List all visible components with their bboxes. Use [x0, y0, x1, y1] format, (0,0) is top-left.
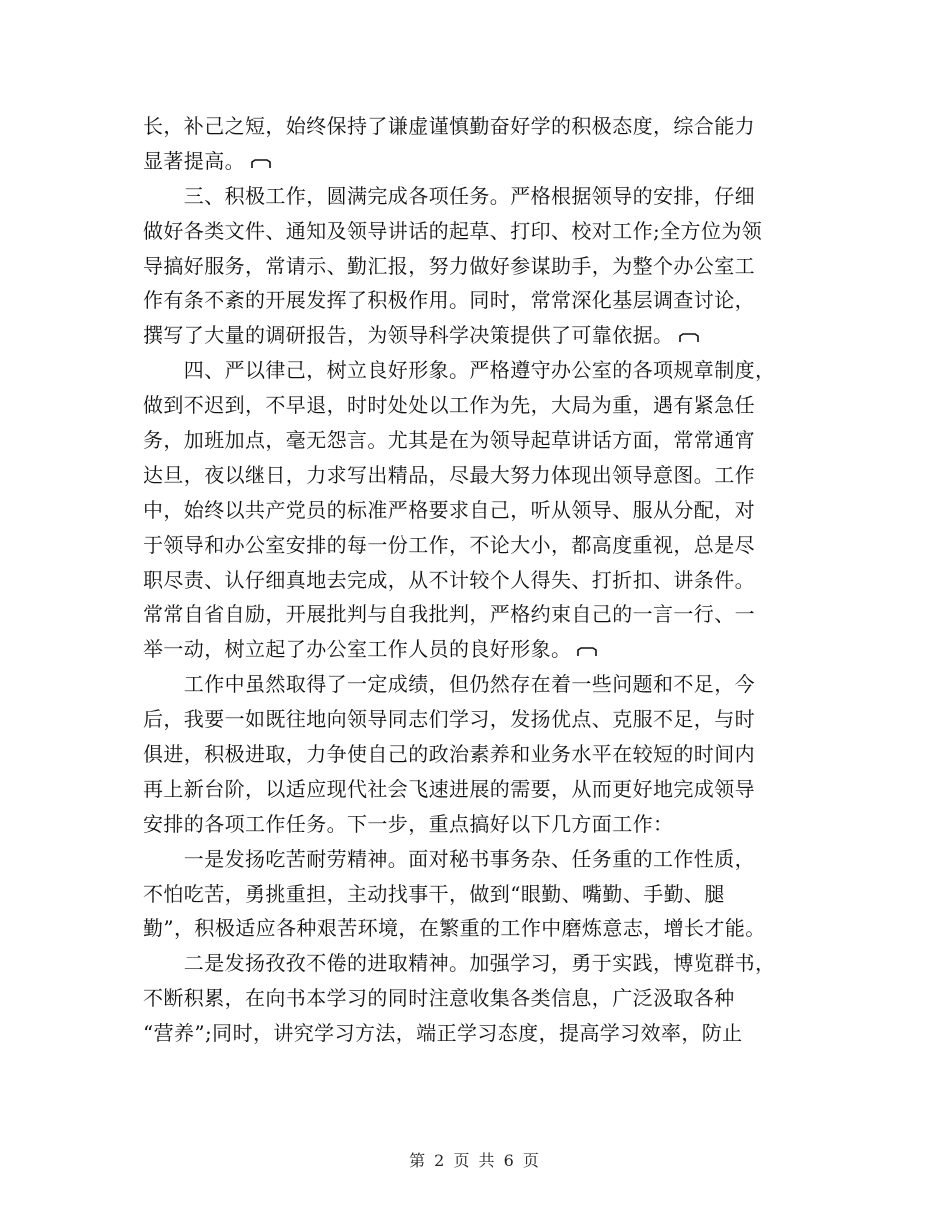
text-line: [143, 423, 815, 458]
line-text: “营养”;同时，讲究学习方法，端正学习态度，提高学习效率，防止: [143, 1021, 743, 1046]
line-text: 达旦，夜以继日，力求写出精品，尽最大努力体现出领导意图。工作: [143, 462, 755, 487]
line-text: 常常自省自励，开展批判与自我批判，严格约束自己的一言一行、一: [143, 602, 755, 627]
text-line: [143, 807, 815, 842]
text-line: [143, 318, 815, 353]
text-line: [143, 737, 815, 772]
line-text: 二是发扬孜孜不倦的进取精神。加强学习，勇于实践，博览群书，: [143, 951, 776, 976]
line-text: 职尽责、认仔细真地去完成，从不计较个人得失、打折扣、讲条件。: [143, 567, 755, 592]
line-text: 再上新台阶，以适应现代社会飞速进展的需要，从而更好地完成领导: [143, 776, 755, 801]
line-text: 作有条不紊的开展发挥了积极作用。同时，常常深化基层调查讨论，: [143, 288, 755, 313]
text-line: [143, 1016, 815, 1051]
line-text: 安排的各项工作任务。下一步，重点搞好以下几方面工作：: [143, 811, 674, 836]
line-text: 中，始终以共产党员的标准严格要求自己，听从领导、服从分配，对: [143, 497, 755, 522]
line-text: 做好各类文件、通知及领导讲话的起草、打印、校对工作;全方位为领: [143, 218, 763, 243]
text-line: [143, 283, 815, 318]
text-line: [143, 946, 815, 981]
text-line: [143, 563, 815, 598]
line-text: 俱进，积极进取，力争使自己的政治素养和业务水平在较短的时间内: [143, 742, 755, 767]
line-text: 后，我要一如既往地向领导同志们学习，发扬优点、克服不足，与时: [143, 707, 755, 732]
line-text: 撰写了大量的调研报告，为领导科学决策提供了可靠依据。: [143, 323, 674, 348]
line-text: 四、严以律己，树立良好形象。严格遵守办公室的各项规章制度，: [143, 358, 776, 383]
line-text: 长，补己之短，始终保持了谦虚谨慎勤奋好学的积极态度，综合能力: [143, 114, 755, 138]
text-line: [143, 214, 815, 249]
body-text: [143, 109, 815, 1051]
return-mark-icon: [251, 159, 271, 169]
text-line: [143, 632, 815, 667]
text-line: [143, 493, 815, 528]
line-text: 不断积累，在向书本学习的同时注意收集各类信息，广泛汲取各种: [143, 986, 735, 1011]
text-line: [143, 702, 815, 737]
text-line: [143, 981, 815, 1016]
return-mark-icon: [577, 647, 597, 657]
line-text: 勤”，积极适应各种艰苦环境，在繁重的工作中磨炼意志，增长才能。: [143, 916, 766, 941]
line-text: 工作中虽然取得了一定成绩，但仍然存在着一些问题和不足，今: [143, 672, 755, 697]
return-mark-icon: [679, 333, 699, 343]
text-line: [143, 842, 815, 877]
text-line: [143, 144, 815, 179]
text-line: [143, 597, 815, 632]
line-text: 显著提高。: [143, 148, 245, 173]
line-text: 一是发扬吃苦耐劳精神。面对秘书事务杂、任务重的工作性质，: [143, 846, 755, 871]
text-line: [143, 388, 815, 423]
text-line: [143, 179, 815, 214]
line-text: 举一动，树立起了办公室工作人员的良好形象。: [143, 637, 572, 662]
text-line: [143, 353, 815, 388]
line-text: 务，加班加点，毫无怨言。尤其是在为领导起草讲话方面，常常通宵: [143, 428, 755, 453]
line-text: 于领导和办公室安排的每一份工作，不论大小，都高度重视，总是尽: [143, 532, 755, 557]
line-text: 三、积极工作，圆满完成各项任务。严格根据领导的安排，仔细: [143, 183, 755, 208]
text-line: [143, 458, 815, 493]
document-body: [143, 109, 815, 1051]
text-line: [143, 772, 815, 807]
line-text: 不怕吃苦，勇挑重担，主动找事干，做到“眼勤、嘴勤、手勤、腿: [143, 881, 725, 906]
line-text: 做到不迟到，不早退，时时处处以工作为先，大局为重，遇有紧急任: [143, 393, 755, 418]
text-line: [143, 109, 815, 144]
text-line: [143, 911, 815, 946]
text-line: [143, 877, 815, 912]
text-line: [143, 667, 815, 702]
text-line: [143, 528, 815, 563]
line-text: 导搞好服务，常请示、勤汇报，努力做好参谋助手，为整个办公室工: [143, 253, 755, 278]
page-footer: 第 2 页 共 6 页: [409, 1151, 541, 1170]
text-line: [143, 249, 815, 284]
